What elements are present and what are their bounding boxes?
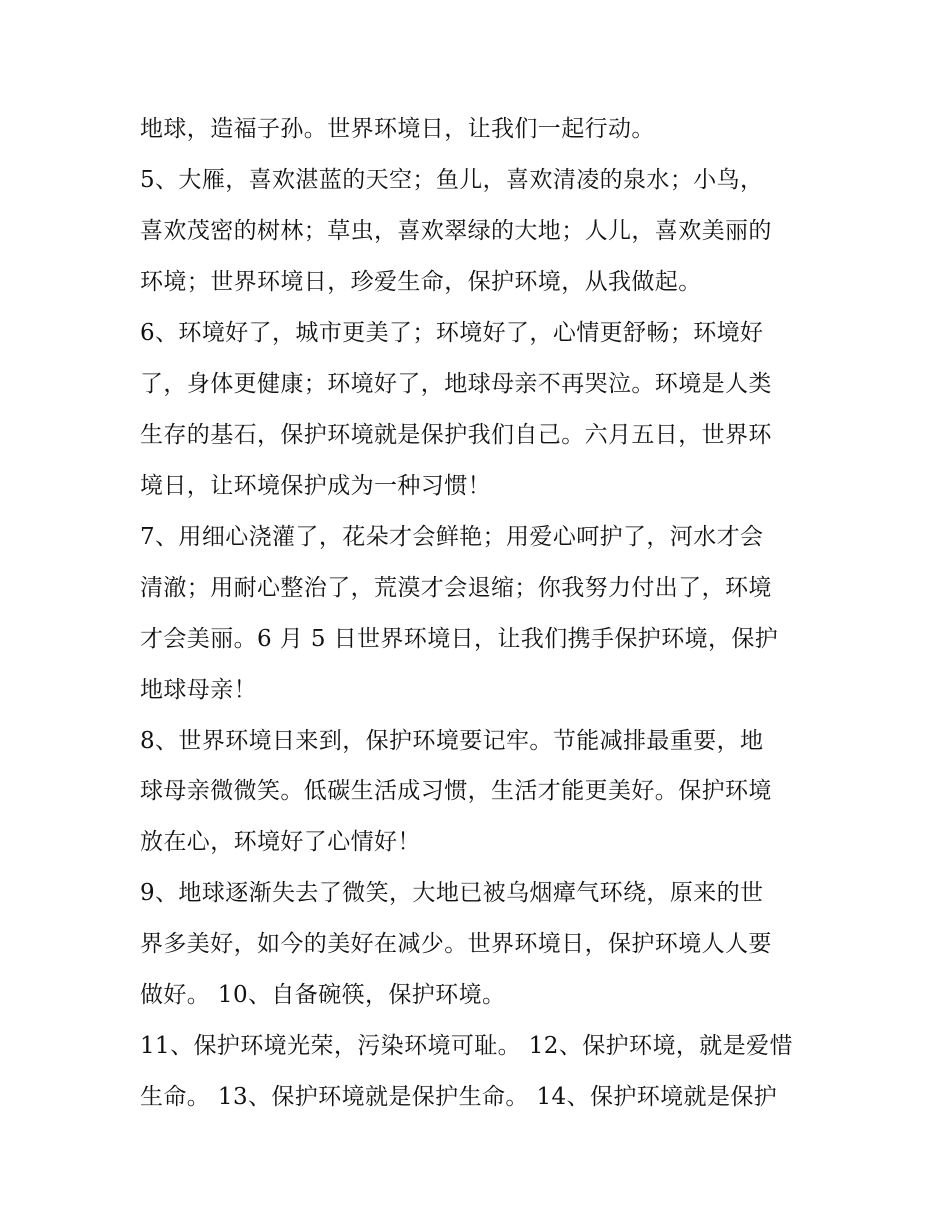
text-line: 生存的基石，保护环境就是保护我们自己。六月五日，世界环 — [140, 422, 772, 448]
text-line: 了，身体更健康；环境好了，地球母亲不再哭泣。环境是人类 — [140, 371, 772, 397]
text-line: 地球母亲！ — [140, 677, 257, 703]
text-line: 喜欢茂密的树林；草虫，喜欢翠绿的大地；人儿，喜欢美丽的 — [140, 218, 772, 244]
text-line: 环境；世界环境日，珍爱生命，保护环境，从我做起。 — [140, 269, 702, 295]
text-line: 5、大雁，喜欢湛蓝的天空；鱼儿，喜欢清凌的泉水；小鸟， — [140, 167, 764, 193]
text-line: 球母亲微微笑。低碳生活成习惯，生活才能更美好。保护环境 — [140, 778, 772, 804]
text-line: 境日，让环境保护成为一种习惯！ — [140, 473, 491, 499]
text-line: 6、环境好了，城市更美了；环境好了，心情更舒畅；环境好 — [140, 320, 764, 346]
text-line: 9、地球逐渐失去了微笑，大地已被乌烟瘴气环绕，原来的世 — [140, 880, 764, 906]
text-line: 11、保护环境光荣，污染环境可耻。 12、保护环境，就是爱惜 — [140, 1033, 793, 1059]
text-line: 生命。 13、保护环境就是保护生命。 14、保护环境就是保护 — [140, 1084, 778, 1110]
text-line: 才会美丽。6 月 5 日世界环境日，让我们携手保护环境，保护 — [140, 626, 779, 652]
text-line: 8、世界环境日来到，保护环境要记牢。节能减排最重要，地 — [140, 728, 764, 754]
text-line: 地球，造福子孙。世界环境日，让我们一起行动。 — [140, 116, 655, 142]
text-line: 界多美好，如今的美好在减少。世界环境日，保护环境人人要 — [140, 931, 772, 957]
text-line: 做好。 10、自备碗筷，保护环境。 — [140, 982, 506, 1008]
text-line: 放在心，环境好了心情好！ — [140, 829, 421, 855]
text-line: 7、用细心浇灌了，花朵才会鲜艳；用爱心呵护了，河水才会 — [140, 524, 764, 550]
text-line: 清澈；用耐心整治了，荒漠才会退缩；你我努力付出了，环境 — [140, 575, 772, 601]
